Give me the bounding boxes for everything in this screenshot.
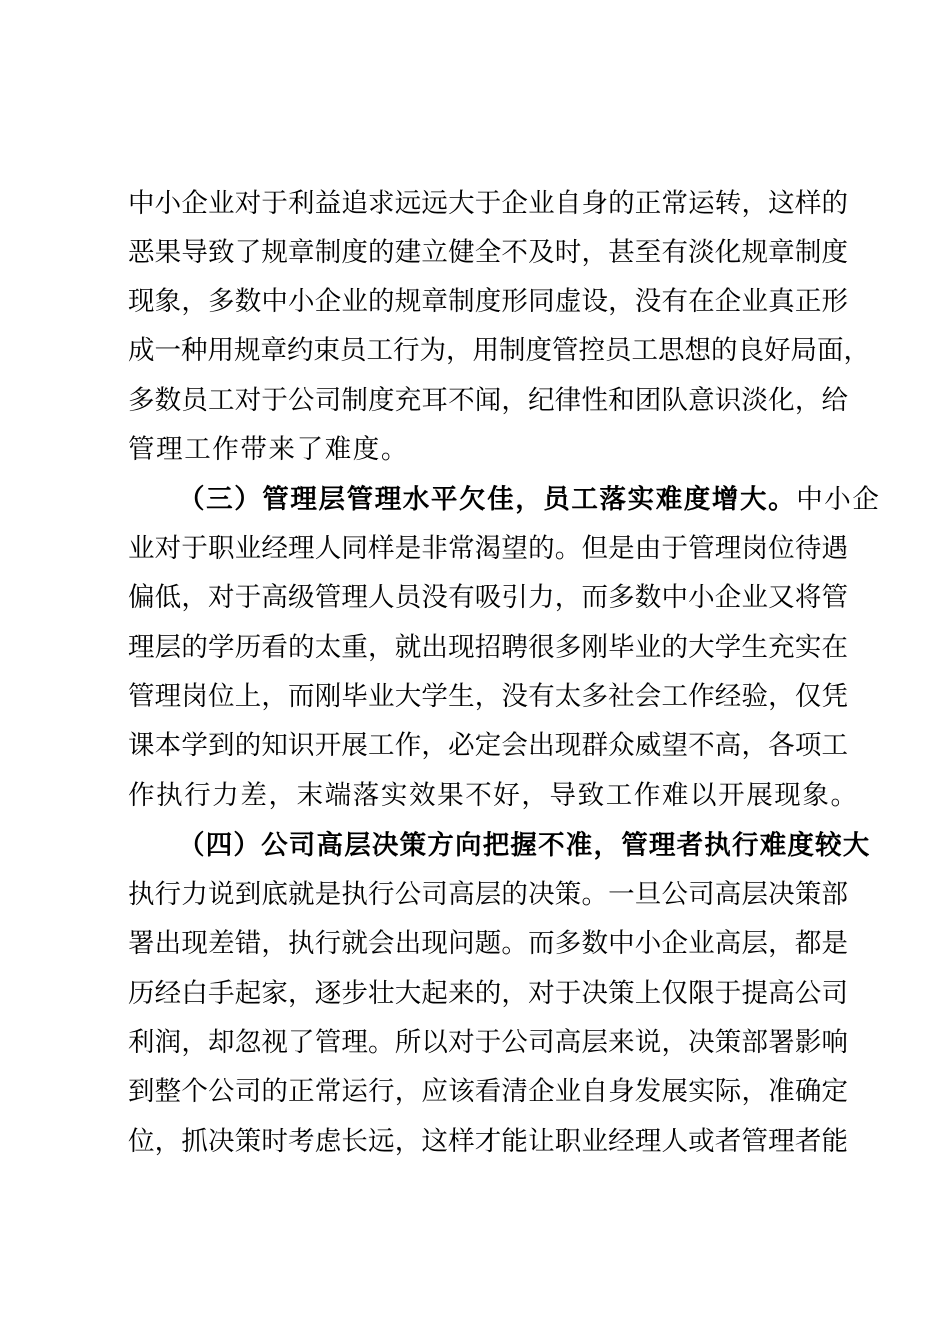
paragraph-line: 到整个公司的正常运行，应该看清企业自身发展实际，准确定 <box>128 1076 848 1107</box>
paragraph-line: 历经白手起家，逐步壮大起来的，对于决策上仅限于提高公司 <box>128 978 848 1009</box>
paragraph-line: 课本学到的知识开展工作，必定会出现群众威望不高，各项工 <box>128 730 848 761</box>
paragraph-line: 多数员工对于公司制度充耳不闻，纪律性和团队意识淡化，给 <box>128 385 848 416</box>
paragraph-text: 中小企 <box>796 484 881 515</box>
paragraph-line: 利润，却忽视了管理。所以对于公司高层来说，决策部署影响 <box>128 1027 848 1058</box>
paragraph-line: 管理工作带来了难度。 <box>128 434 409 465</box>
paragraph-line: 执行力说到底就是执行公司高层的决策。一旦公司高层决策部 <box>128 879 848 910</box>
section-heading: （三）管理层管理水平欠佳，员工落实难度增大。 <box>178 484 797 515</box>
paragraph-line: 偏低，对于高级管理人员没有吸引力，而多数中小企业又将管 <box>128 582 848 613</box>
paragraph-line: 位，抓决策时考虑长远，这样才能让职业经理人或者管理者能 <box>128 1126 848 1157</box>
paragraph-line: 作执行力差，末端落实效果不好，导致工作难以开展现象。 <box>128 780 859 811</box>
section-heading-line <box>178 480 881 520</box>
paragraph-line: 中小企业对于利益追求远远大于企业自身的正常运转，这样的 <box>128 188 848 219</box>
paragraph-line: 成一种用规章约束员工行为，用制度管控员工思想的良好局面， <box>128 335 870 366</box>
paragraph-line: 理层的学历看的太重，就出现招聘很多刚毕业的大学生充实在 <box>128 632 848 663</box>
paragraph-line: 管理岗位上，而刚毕业大学生，没有太多社会工作经验，仅凭 <box>128 681 848 712</box>
paragraph-line: 恶果导致了规章制度的建立健全不及时，甚至有淡化规章制度 <box>128 237 848 268</box>
paragraph-line: 业对于职业经理人同样是非常渴望的。但是由于管理岗位待遇 <box>128 533 848 564</box>
section-heading: （四）公司高层决策方向把握不准，管理者执行难度较大 <box>178 830 871 861</box>
paragraph-line: 现象，多数中小企业的规章制度形同虚设，没有在企业真正形 <box>128 286 848 317</box>
paragraph-line: 署出现差错，执行就会出现问题。而多数中小企业高层，都是 <box>128 928 848 959</box>
